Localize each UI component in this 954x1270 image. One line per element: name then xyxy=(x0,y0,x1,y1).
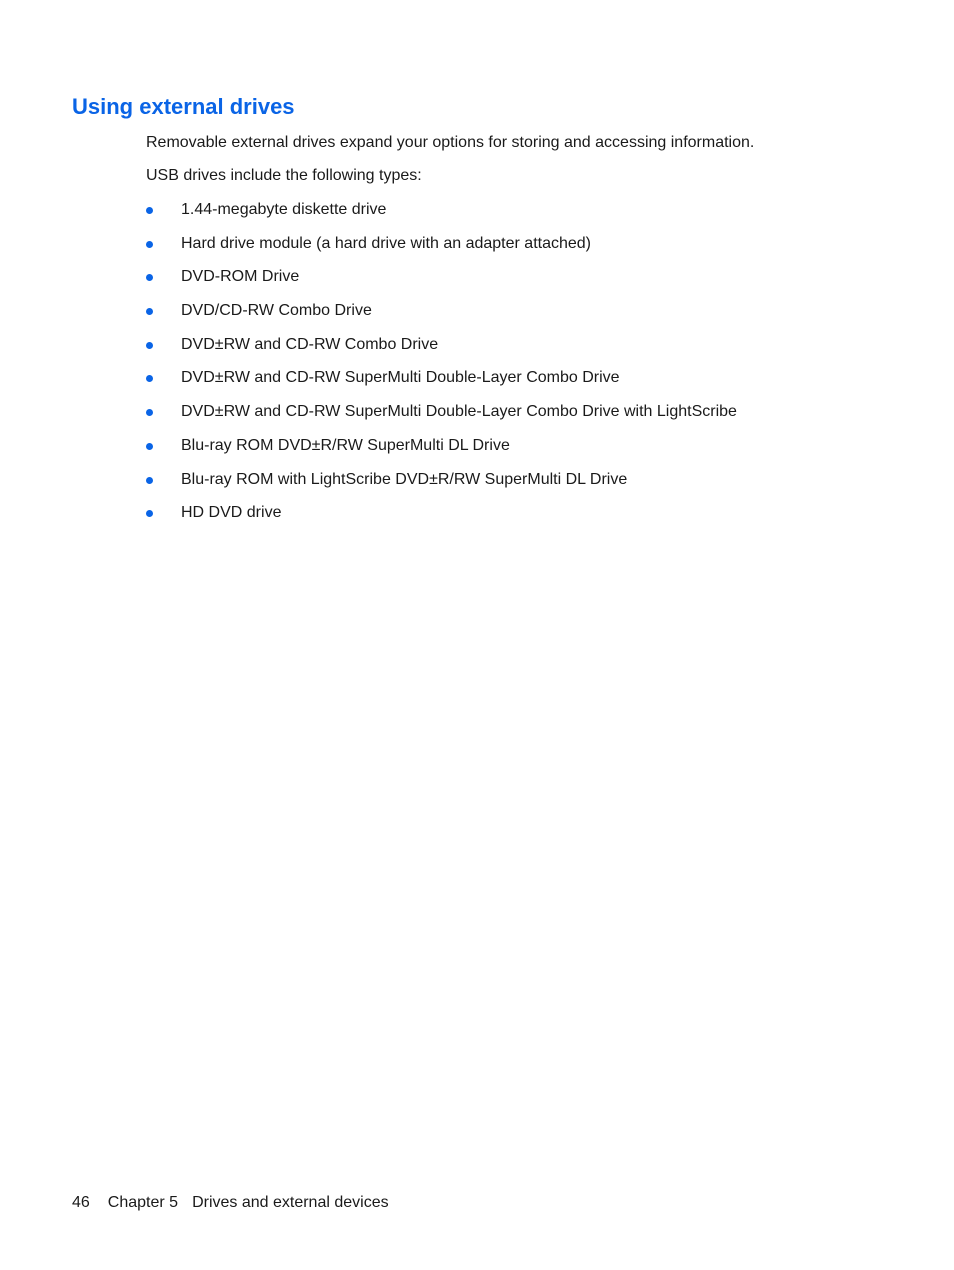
page-footer xyxy=(72,1193,389,1213)
list-item-text: Hard drive module (a hard drive with an adapter attached) xyxy=(181,234,591,252)
list-item-text: DVD±RW and CD-RW Combo Drive xyxy=(181,335,439,353)
list-item-text: DVD-ROM Drive xyxy=(181,268,300,286)
bullet-icon xyxy=(146,375,153,382)
list-item-text: DVD±RW and CD-RW SuperMulti Double-Layer Combo Drive with LightScribe xyxy=(181,403,737,421)
list-item-text: DVD±RW and CD-RW SuperMulti Double-Layer Combo Drive xyxy=(181,369,620,387)
footer-section-title: Drives and external devices xyxy=(192,1194,389,1211)
intro-paragraph: Removable external drives expand your options for storing and accessing information. xyxy=(146,134,755,151)
list-item-text: Blu-ray ROM with LightScribe DVD±R/RW SuperMulti DL Drive xyxy=(181,470,628,488)
bullet-icon xyxy=(146,342,153,349)
bullet-icon xyxy=(146,274,153,281)
bullet-icon xyxy=(146,308,153,315)
list-item-text: Blu-ray ROM DVD±R/RW SuperMulti DL Drive xyxy=(181,436,510,454)
page-number: 46 xyxy=(72,1194,90,1211)
bullet-icon xyxy=(146,207,153,214)
list-item-text: 1.44-megabyte diskette drive xyxy=(181,201,387,218)
bullet-icon xyxy=(146,443,153,450)
bullet-icon xyxy=(146,409,153,416)
bullet-icon xyxy=(146,477,153,484)
list-item-text: HD DVD drive xyxy=(181,504,282,522)
bullet-icon xyxy=(146,241,153,248)
page-title: Using external drives xyxy=(72,94,295,119)
bullet-icon xyxy=(146,510,153,517)
list-lead-paragraph: USB drives include the following types: xyxy=(146,167,422,184)
footer-chapter: Chapter 5 xyxy=(107,1194,179,1211)
list-item-text: DVD/CD-RW Combo Drive xyxy=(181,302,372,320)
